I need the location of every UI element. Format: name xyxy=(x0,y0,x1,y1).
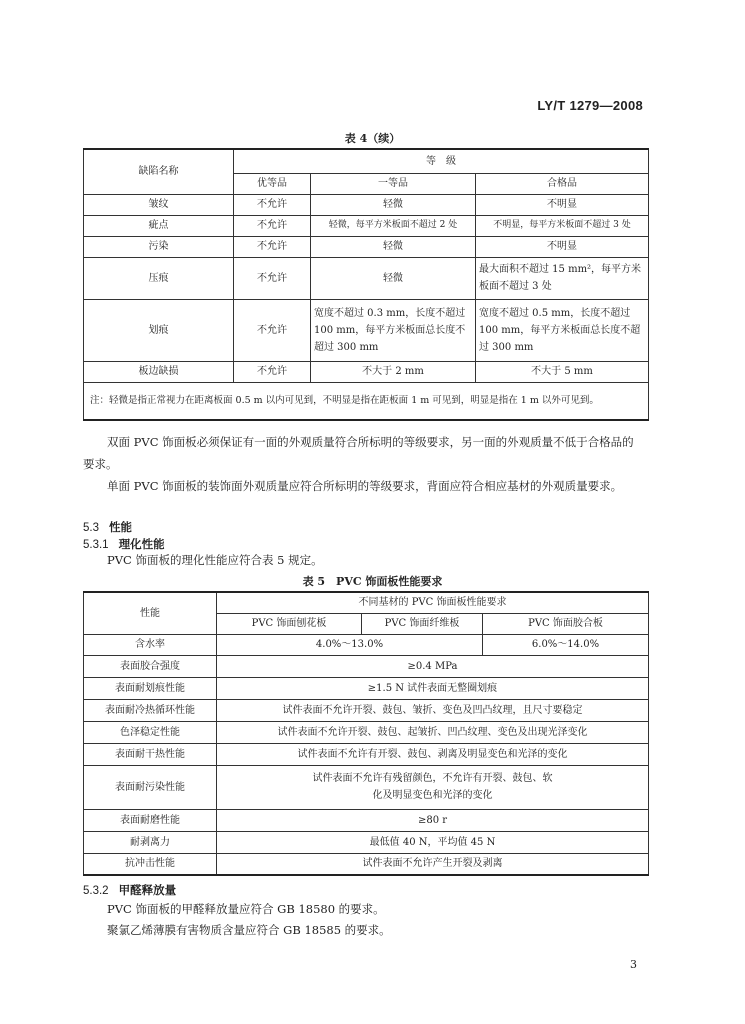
paragraph: PVC 饰面板的甲醛释放量应符合 GB 18580 的要求。 xyxy=(107,902,385,916)
table-row xyxy=(84,809,649,831)
cell: 不允许 xyxy=(234,361,311,382)
table4-col-grade: 等 级 xyxy=(234,149,649,173)
cell: 最低值 40 N，平均值 45 N xyxy=(217,831,649,853)
cell: 耐剥离力 xyxy=(84,831,217,853)
paragraph: PVC 饰面板的理化性能应符合表 5 规定。 xyxy=(107,553,323,567)
table-row xyxy=(84,831,649,853)
cell: 轻微 xyxy=(311,236,476,257)
table-row xyxy=(84,853,649,875)
table5-substrate-plywood: PVC 饰面胶合板 xyxy=(483,613,649,634)
table-row xyxy=(84,299,649,361)
table-row xyxy=(84,257,649,299)
cell: 表面耐磨性能 xyxy=(84,809,217,831)
section-number: 5.3.2 xyxy=(83,885,109,897)
cell: ≥0.4 MPa xyxy=(217,655,649,677)
table-row xyxy=(84,215,649,236)
table-row xyxy=(84,361,649,382)
table-row xyxy=(84,655,649,677)
table-row xyxy=(84,699,649,721)
table-row xyxy=(84,634,649,655)
cell: 宽度不超过 0.5 mm，长度不超过 100 mm，每平方米板面总长度不超过 300 mm xyxy=(476,299,649,361)
section-heading xyxy=(83,882,176,898)
cell: 板边缺损 xyxy=(84,361,234,382)
cell: ≥80 r xyxy=(217,809,649,831)
cell: 试件表面不允许有残留颜色，不允许有开裂、鼓包、软化及明显变色和光泽的变化 xyxy=(217,765,649,809)
cell: 表面耐划痕性能 xyxy=(84,677,217,699)
cell: 轻微，每平方米板面不超过 2 处 xyxy=(311,215,476,236)
cell: 不明显 xyxy=(476,236,649,257)
section-number: 5.3.1 xyxy=(83,539,109,551)
cell: 色泽稳定性能 xyxy=(84,721,217,743)
cell: 不明显 xyxy=(476,194,649,215)
cell: 6.0%～14.0% xyxy=(483,634,649,655)
cell: 压痕 xyxy=(84,257,234,299)
cell: 不允许 xyxy=(234,215,311,236)
cell: 不允许 xyxy=(234,257,311,299)
table5-substrate-fiberboard: PVC 饰面纤维板 xyxy=(362,613,483,634)
table-row xyxy=(84,743,649,765)
table5-substrate-particleboard: PVC 饰面刨花板 xyxy=(217,613,362,634)
table5-col-requirements: 不同基材的 PVC 饰面板性能要求 xyxy=(217,592,649,613)
cell: 表面耐冷热循环性能 xyxy=(84,699,217,721)
section-title: 甲醛释放量 xyxy=(118,885,177,897)
section-number: 5.3 xyxy=(83,522,99,534)
cell: 不允许 xyxy=(234,236,311,257)
table4-grade-qualified: 合格品 xyxy=(476,173,649,194)
cell: 不大于 5 mm xyxy=(476,361,649,382)
table-row xyxy=(84,721,649,743)
cell: 轻微 xyxy=(311,194,476,215)
section-heading xyxy=(83,519,132,535)
cell: 轻微 xyxy=(311,257,476,299)
section-title: 性能 xyxy=(109,522,132,534)
cell: 含水率 xyxy=(84,634,217,655)
cell: 宽度不超过 0.3 mm，长度不超过 100 mm，每平方米板面总长度不超过 300 mm xyxy=(311,299,476,361)
cell: 抗冲击性能 xyxy=(84,853,217,875)
cell: 不明显，每平方米板面不超过 3 处 xyxy=(476,215,649,236)
cell: 试件表面不允许有开裂、鼓包、剥离及明显变色和光泽的变化 xyxy=(217,743,649,765)
cell: ≥1.5 N 试件表面无整圈划痕 xyxy=(217,677,649,699)
cell: 表面耐污染性能 xyxy=(84,765,217,809)
cell: 试件表面不允许产生开裂及剥离 xyxy=(217,853,649,875)
table4-caption: 表 4（续） xyxy=(344,132,401,145)
cell: 污染 xyxy=(84,236,234,257)
table-row xyxy=(84,236,649,257)
cell: 最大面积不超过 15 mm²，每平方米板面不超过 3 处 xyxy=(476,257,649,299)
cell: 划痕 xyxy=(84,299,234,361)
table5-caption: 表 5 PVC 饰面板性能要求 xyxy=(302,575,443,588)
cell: 不允许 xyxy=(234,299,311,361)
paragraph: 双面 PVC 饰面板必须保证有一面的外观质量符合所标明的等级要求，另一面的外观质量不低于合格品的要求。 xyxy=(83,435,634,471)
paragraph: 单面 PVC 饰面板的装饰面外观质量应符合所标明的等级要求，背面应符合相应基材的外观质量要求。 xyxy=(107,479,623,493)
table4-grade-first: 一等品 xyxy=(311,173,476,194)
table-row xyxy=(84,194,649,215)
table-row xyxy=(84,677,649,699)
standard-code: LY/T 1279—2008 xyxy=(537,98,643,113)
cell: 4.0%～13.0% xyxy=(217,634,483,655)
paragraph: 聚氯乙烯薄膜有害物质含量应符合 GB 18585 的要求。 xyxy=(107,923,391,937)
cell: 表面耐干热性能 xyxy=(84,743,217,765)
page-number: 3 xyxy=(630,958,637,971)
cell: 不允许 xyxy=(234,194,311,215)
cell: 试件表面不允许开裂、鼓包、起皱折、凹凸纹理、变色及出现光泽变化 xyxy=(217,721,649,743)
table-row xyxy=(84,765,649,809)
table4-grade-excellent: 优等品 xyxy=(234,173,311,194)
table5-col-property: 性能 xyxy=(84,592,217,634)
cell: 皱纹 xyxy=(84,194,234,215)
table5 xyxy=(83,591,649,876)
cell: 疵点 xyxy=(84,215,234,236)
section-title: 理化性能 xyxy=(118,539,165,551)
cell: 试件表面不允许开裂、鼓包、皱折、变色及凹凸纹理，且尺寸要稳定 xyxy=(217,699,649,721)
table4 xyxy=(83,148,649,421)
table4-col-defect: 缺陷名称 xyxy=(84,149,234,194)
cell: 不大于 2 mm xyxy=(311,361,476,382)
table4-note: 注：轻微是指正常视力在距离板面 0.5 m 以内可见到，不明显是指在距板面 1 m 可见到，明显是指在 1 m 以外可见到。 xyxy=(84,382,649,420)
cell: 表面胶合强度 xyxy=(84,655,217,677)
